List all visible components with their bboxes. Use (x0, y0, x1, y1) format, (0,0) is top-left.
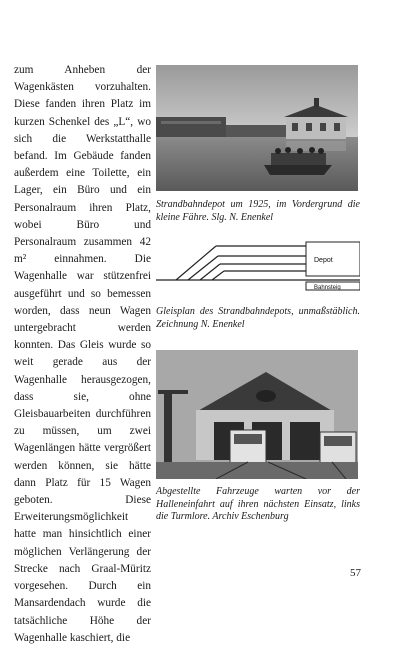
depot-entrance-photo (156, 350, 358, 479)
page-number: 57 (350, 567, 361, 579)
plan-depot-label: Depot (314, 257, 333, 264)
plan-platform-label: Bahnsteig (314, 285, 341, 291)
track-plan-diagram (156, 236, 360, 296)
body-paragraph: zum Anheben der Wagenkästen vorzuhalten. Diese fanden ihren Platz im kurzen Schenkel des „L“, wo sich die Werkstatthalle befand. Im Gebäude fanden außerdem eine Toilette, ein Lager, ein Büro und ein Personalraum ihren Platz, wobei Büro und Personalraum zusammen 42 m² einnahmen. Die Wagenhalle war stützenfrei ausgeführt und so bemessen worden, dass neun Wagen untergebracht werden konnten. Das Gleis wurde so weit gerade aus der Wagenhalle herausgezogen, dass sie, ohne Gleisbauarbeiten durchführen zu müssen, um zwei Wagenlängen hätte vergrößert werden können, sie hätte dann Platz für 15 Wagen geboten. Diese Erweiterungsmöglichkeit hatte man hinsichtlich einer möglichen Verlängerung der Strecke nach Graal-Müritz vorgesehen. Durch ein Mansardendach wurde die tatsächliche Höhe der Wagenhalle kaschiert, die (14, 64, 151, 644)
plan-caption: Gleisplan des Strandbahndepots, unmaßstäblich. Zeichnung N. Enenkel (156, 306, 360, 330)
depot-photo-1925 (156, 65, 358, 191)
body-text-column (14, 62, 151, 647)
photo2-caption: Abgestellte Fahrzeuge warten vor der Halleneinfahrt auf ihren nächsten Einsatz, links die Turmlore. Archiv Eschenburg (156, 486, 360, 522)
photo1-caption: Strandbahndepot um 1925, im Vordergrund die kleine Fähre. Slg. N. Enenkel (156, 199, 360, 223)
